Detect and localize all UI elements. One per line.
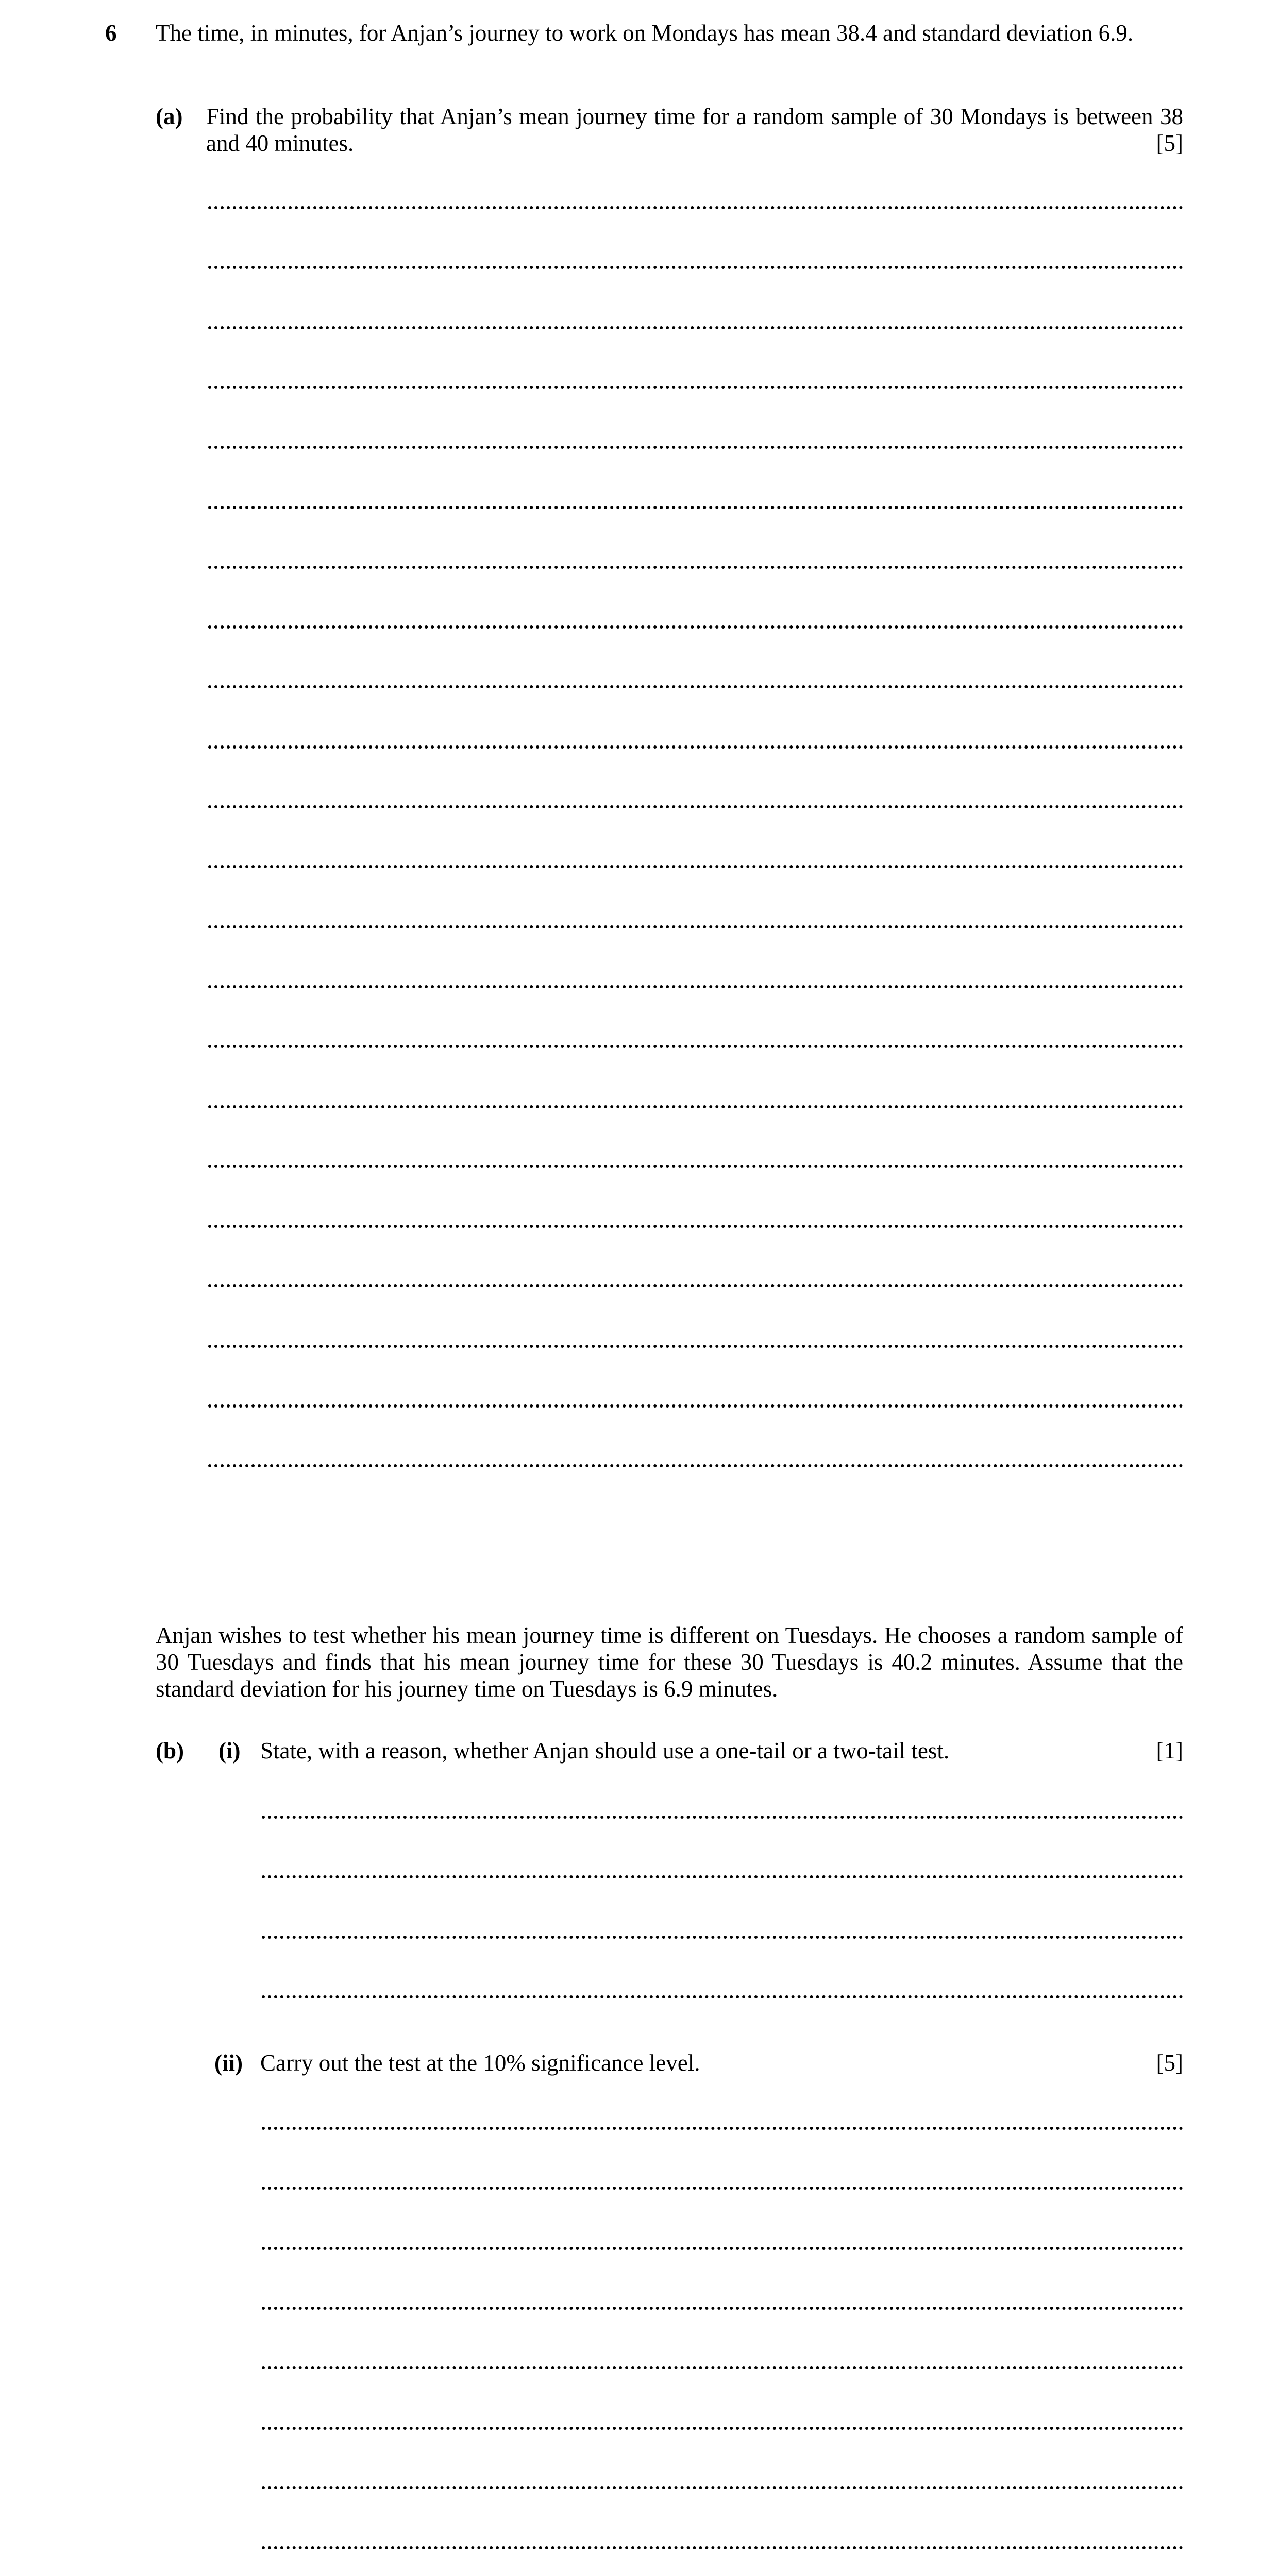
answer-line[interactable] <box>208 446 1183 449</box>
answer-line[interactable] <box>208 625 1183 629</box>
part-b-label: (b) <box>156 1738 184 1764</box>
answer-line[interactable] <box>208 1284 1183 1287</box>
answer-line[interactable] <box>262 2546 1183 2549</box>
answer-line[interactable] <box>208 566 1183 569</box>
answer-line[interactable] <box>262 2247 1183 2250</box>
answer-line[interactable] <box>208 865 1183 868</box>
answer-line[interactable] <box>262 1816 1183 1819</box>
answer-line[interactable] <box>208 266 1183 269</box>
answer-line[interactable] <box>208 1045 1183 1048</box>
answer-line[interactable] <box>208 1105 1183 1108</box>
answer-line[interactable] <box>208 685 1183 688</box>
part-b-ii-marks: [5] <box>1156 2050 1183 2076</box>
answer-line[interactable] <box>208 745 1183 749</box>
question-stem: The time, in minutes, for Anjan’s journey to work on Mondays has mean 38.4 and standard deviation 6.9. <box>156 20 1134 46</box>
answer-line[interactable] <box>208 1464 1183 1467</box>
part-a-text: Find the probability that Anjan’s mean journey time for a random sample of 30 Mondays is between 38 and 40 minutes. <box>206 104 1183 156</box>
answer-line[interactable] <box>208 925 1183 928</box>
answer-line[interactable] <box>208 1225 1183 1228</box>
answer-line[interactable] <box>262 2366 1183 2369</box>
answer-line[interactable] <box>208 1404 1183 1408</box>
answer-line[interactable] <box>208 206 1183 209</box>
answer-line[interactable] <box>262 2427 1183 2430</box>
question-number: 6 <box>105 20 117 46</box>
answer-line[interactable] <box>262 2486 1183 2489</box>
answer-line[interactable] <box>262 1936 1183 1939</box>
part-a-label: (a) <box>156 104 183 129</box>
part-b-i-marks: [1] <box>1156 1738 1183 1764</box>
answer-line[interactable] <box>208 1345 1183 1348</box>
answer-line[interactable] <box>208 805 1183 808</box>
part-b-ii-label: (ii) <box>214 2050 243 2076</box>
answer-line[interactable] <box>208 985 1183 988</box>
part-b-i-text: State, with a reason, whether Anjan should use a one-tail or a two-tail test. <box>260 1738 950 1764</box>
answer-line[interactable] <box>208 386 1183 389</box>
part-a-marks: [5] <box>1156 130 1183 156</box>
answer-line[interactable] <box>208 326 1183 329</box>
answer-line[interactable] <box>262 1995 1183 1998</box>
part-b-i-label: (i) <box>218 1738 241 1764</box>
answer-line[interactable] <box>262 2307 1183 2310</box>
answer-line[interactable] <box>262 2127 1183 2130</box>
answer-line[interactable] <box>262 2187 1183 2190</box>
answer-line[interactable] <box>262 1875 1183 1878</box>
context-paragraph: Anjan wishes to test whether his mean journey time is different on Tuesdays. He chooses a random sample of 30 Tuesdays and finds that his mean journey time for these 30 Tuesdays is 40.2 minutes. Assume that the standard deviation for his journey time on Tuesdays is 6.9 minutes. <box>156 1622 1183 1702</box>
part-b-ii-text: Carry out the test at the 10% significance level. <box>260 2050 700 2076</box>
answer-line[interactable] <box>208 506 1183 509</box>
answer-line[interactable] <box>208 1165 1183 1168</box>
